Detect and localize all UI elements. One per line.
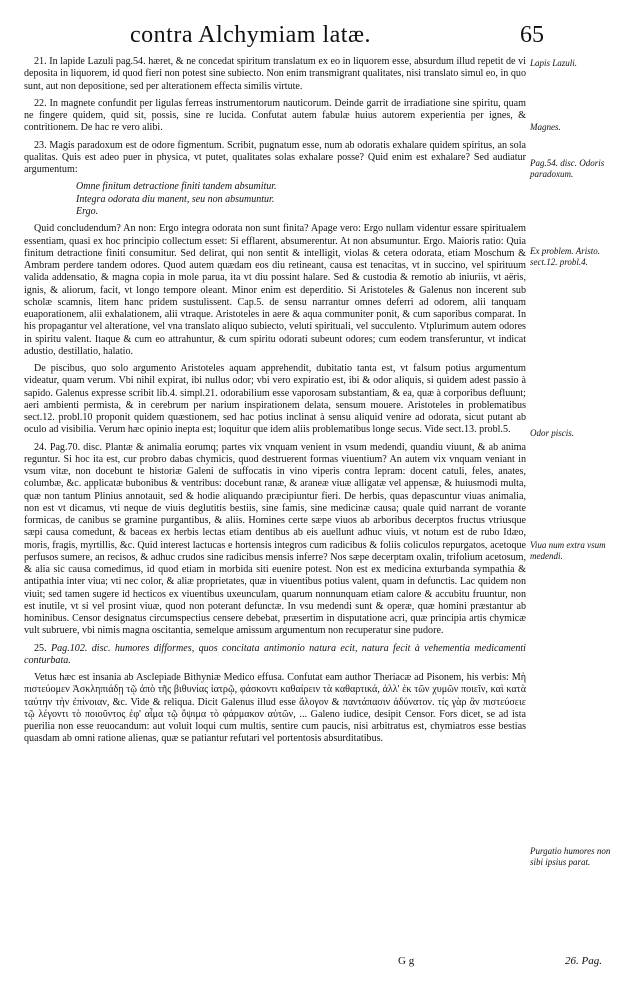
margin-note-problem: Ex problem. Aristo. sect.12. probl.4. (530, 246, 600, 267)
paragraph-conclusion-discussion (24, 223, 526, 358)
paragraph-number: 24. (34, 441, 47, 453)
paragraph-24 (24, 442, 526, 638)
paragraph-21 (24, 56, 526, 93)
margin-note-viua: Viua num extra vsum medendi. (530, 540, 606, 561)
margin-note-purgatio: Purgatio humores non sibi ipsius parat. (530, 846, 611, 867)
syllogism-block (24, 181, 526, 218)
paragraph-number: 21. (34, 56, 47, 67)
paragraph-text: In magnete confundit per ligulas ferreas instrumentorum nauticorum. Deinde garrit de irradiatione sine spiritu, quam ne fingere quidem, quid sit, possis, sine re lucida. Confutat autem fabulæ huius autorem experientia per ignes, & contritionem. De hac re vero alibi. (24, 97, 526, 134)
margin-note-odoris: Pag.54. disc. Odoris paradoxum. (530, 158, 605, 179)
margin-note-magnes: Magnes. (530, 122, 561, 132)
paragraph-text: Pag.102. disc. humores difformes, quos concitata antimonio natura ecit, natura fecit à vehementia medicamenti conturbata. (24, 642, 526, 666)
signature-mark: G g (398, 955, 415, 967)
paragraph-text: In lapide Lazuli pag.54. hæret, & ne concedat spiritum translatum ex eo in liquorem esse, absurdum illud repetit de vi deposita in liquorem, id quod fieri non potest sine subiecto. Non enim transmigrant qualitates, nisi translato simul eo, in quo sunt, aut non depositione, sed per alterationem effecta similis virtute. (24, 56, 526, 92)
paragraph-text: Magis paradoxum est de odore figmentum. Scribit, pugnatum esse, num ab odoratis exhalare quidem spiritus, an sola qualitas. Quis est adeo puer in physica, vt putet, qualitates solas exhalare posse? Quid enim est exhalare? Sed audiatur argumentum: (24, 139, 527, 175)
page-number: 65 (520, 22, 544, 48)
paragraph-text: Pag.70. disc. Plantæ & animalia eorumq; partes vix vnquam venient in vsum medendi, quandiu viuunt, & ab anima reguntur. Si hoc ita est, cur probro dabas chymicis, quod destruerent formas viuentium? An autem vix vnquam veniant in vsum vitæ, non docebunt te historiæ Galeni de suffocatis in vino viperis contra lepram: docent catuli, feles, anates, columbæ, &c. applicatæ bubonibus & ventribus: docebunt ranæ, & araneæ viuæ alligatæ vel appensæ, & huiusmodi multa, quæ non tantum Plinius annotauit, sed & hodie aliquando præcipiuntur fieri. De herbis, quas depascuntur viuas animalia, non est vt dicamus, vti neque de viuis deglutitis bestiis, sine famis, sine medicinæ causa; quale quid narrant de vorante formicas, de canibus se gramine purgantibus, & aliis. Homines certe sæpe viuos ab arboribus decerptos fructus vtriusque sæpi causa comedunt, & baceas ex herbis lectas etiam dentibus ab eis auellunt adhuc viuis, vt notum est de rubo Idæo, moris, fragis, myrtillis, &c. Quid interest lactucas e hortensis integros cum radicibus & foliis coliculos repurgatos, acetoque perfusos sumere, an recisos, & adhuc crudos sine radicibus mensis inferre? Nos sæpe decerptam oxalin, trifolium acetosum, & alia sic causa comedimus, id quod etiam in morbida siti euenire potest. Non est ex medicina exturbanda sympathia & antipathia inter viua; vti nec color, & aliæ proprietates, quæ in viuentibus potius valent, quam in defunctis. Lac quidem non viuit; sed tamen sugere id hecticos ex viuentibus uxeunculam, quarum nonnunquam etiam calore & accubitu fruuntur, non est inutile, vt si vel prosint viuæ, quod non poterant defunctæ. In vsu medendi sunt & operæ, quæ homini præstantur ab hominibus. Censor designatus circumspectius censere debebat, præsertim in disputatione acri, quæ principia artis chymicæ vult subruere, vbi nimis magna oscitantia, semelque amissum argumentum non recuperatur sine pudore. (24, 441, 527, 637)
paragraph-text: Quid concludendum? An non: Ergo integra odorata non sunt finita? Apage vero: Ergo nullam videntur essare spiritualem essentiam, quasi ex hoc principio collectum esset: Si efflarent, absumerentur. At non absumuntur. Ergo. Maioris ratio: Quia finitum detractione finiti consumitur. Sed delirat, qui non sentit & intelligit, violas & cetera odorata, etiam Moschum & Ambram perdere tandem odores. Quod autem quædam eos diu retineant, causa est tenacitas, vt in succino, vel spirituum valida addensatio, & magna copia in mole parua, ita vt diu possint halare. Sed & custodia & remotio ab iniuriis, vt aëris, ignis, & aliorum, facit, vt longo tempore oleant. Minor enim est deperditio. Si Aristoteles & Galenus non incerent sub scholæ scamnis, litem hanc pridem sustulissent. Cap.5. de sensu narrantur omnes deferri ad odorem, alii tanquam euaporationem, alii exhalationem, alii vtraque. Aristoteles in aere & aqua communiter ponit, & cum saporibus comparat. In his propagantur vel alteratione, vel vna translato aliquo subiecto, veluti spirituali, vel succulento. Vtplurimum autem odores in spiritu valent. Itaque & cum eo attrahuntur, & cum spiritu odorati subeunt odores; cum eodem transferuntur, vt indicat adustio, destillatio, halatio. (24, 223, 526, 357)
paragraph-asclepiades (24, 672, 526, 746)
paragraph-text: Vetus hæc est insania ab Asclepiade Bithyniæ Medico effusa. Confutat eam author Theriacæ ad Pisonem, his verbis: Μὴ πιστεύομεν Ἀσκληπιάδῃ τῷ ἀπὸ τῆς βιθυνίας ἰατρῷ, φάσκοντι καθαίρειν τὰ καθαρτικά, ἀλλ' ἐκ τῶν χυμῶν ποιεῖν, καὶ κατὰ ταύτην τὴν ἐπίνοιαν, &c. Vide & reliqua. Dicit Galenus illud esse ἄλογον & παντάπασιν ἀδύνατον. τίς γὰρ ἂν πιστεύσειε τῷ λέγοντι τὸ ποιοῦντος ἐφ' αἷμα τῷ ὄψιμα τὸ φάρμακον αὐτῶν, ... Galeno iudice, desipit Censor. Fors dicet, se ad ista puerilia non esse reuocandum: aut voluit loqui cum multis, sentire cum paucis, nisi arbitratus est, chymiatros esse bestias quasdam ab omni ratione alienas, quæ se patiantur refutari vel portentosis absurditatibus. (24, 672, 526, 745)
margin-note-odor-piscis: Odor piscis. (530, 428, 575, 438)
paragraph-25 (24, 643, 526, 668)
syllogism-conclusion: Ergo. (76, 206, 99, 218)
paragraph-22 (24, 98, 526, 135)
catchword: 26. Pag. (565, 955, 602, 967)
main-text-column (24, 56, 526, 751)
paragraph-23 (24, 140, 526, 177)
running-title: contra Alchymiam latæ. (130, 22, 371, 48)
syllogism-minor: Integra odorata diu manent, seu non absumuntur. (76, 193, 275, 205)
paragraph-text: De piscibus, quo solo argumento Aristoteles aquam apprehendit, dubitatio tanta est, vt falsum potius argumentum videatur, quam verum. Vbi nihil expirat, ibi nullus odor; vbi vero expiratio est, ibi & odor aliquis, si quidem adest passio à sapido. Galenus expresse scribit lib.4. simpl.21. odorabilium esse vaporosam substantiam, & ea, quæ à corporibus defluunt; aeri ambienti permista, & in cerebrum per narium inspirationem delata, sensum mouere. Aristoteles in problematibus sect.12. probl.10 proponit quidem quæstionem, sed hac potius inclinat à sensu aliquid venire ad odorata, sicut putant ab oculo ad visibilia. Verum hæc opinio inepta est; loquitur que idem aliis problematibus longe secus. Vide sect.13. probl.5. (24, 363, 526, 436)
paragraph-number: 22. (34, 97, 47, 109)
paragraph-number: 23. (34, 139, 47, 151)
margin-note-lapis: Lapis Lazuli. (530, 58, 578, 68)
syllogism-major: Omne finitum detractione finiti tandem absumitur. (76, 181, 277, 193)
paragraph-number: 25. (34, 642, 47, 654)
paragraph-de-piscibus (24, 363, 526, 437)
